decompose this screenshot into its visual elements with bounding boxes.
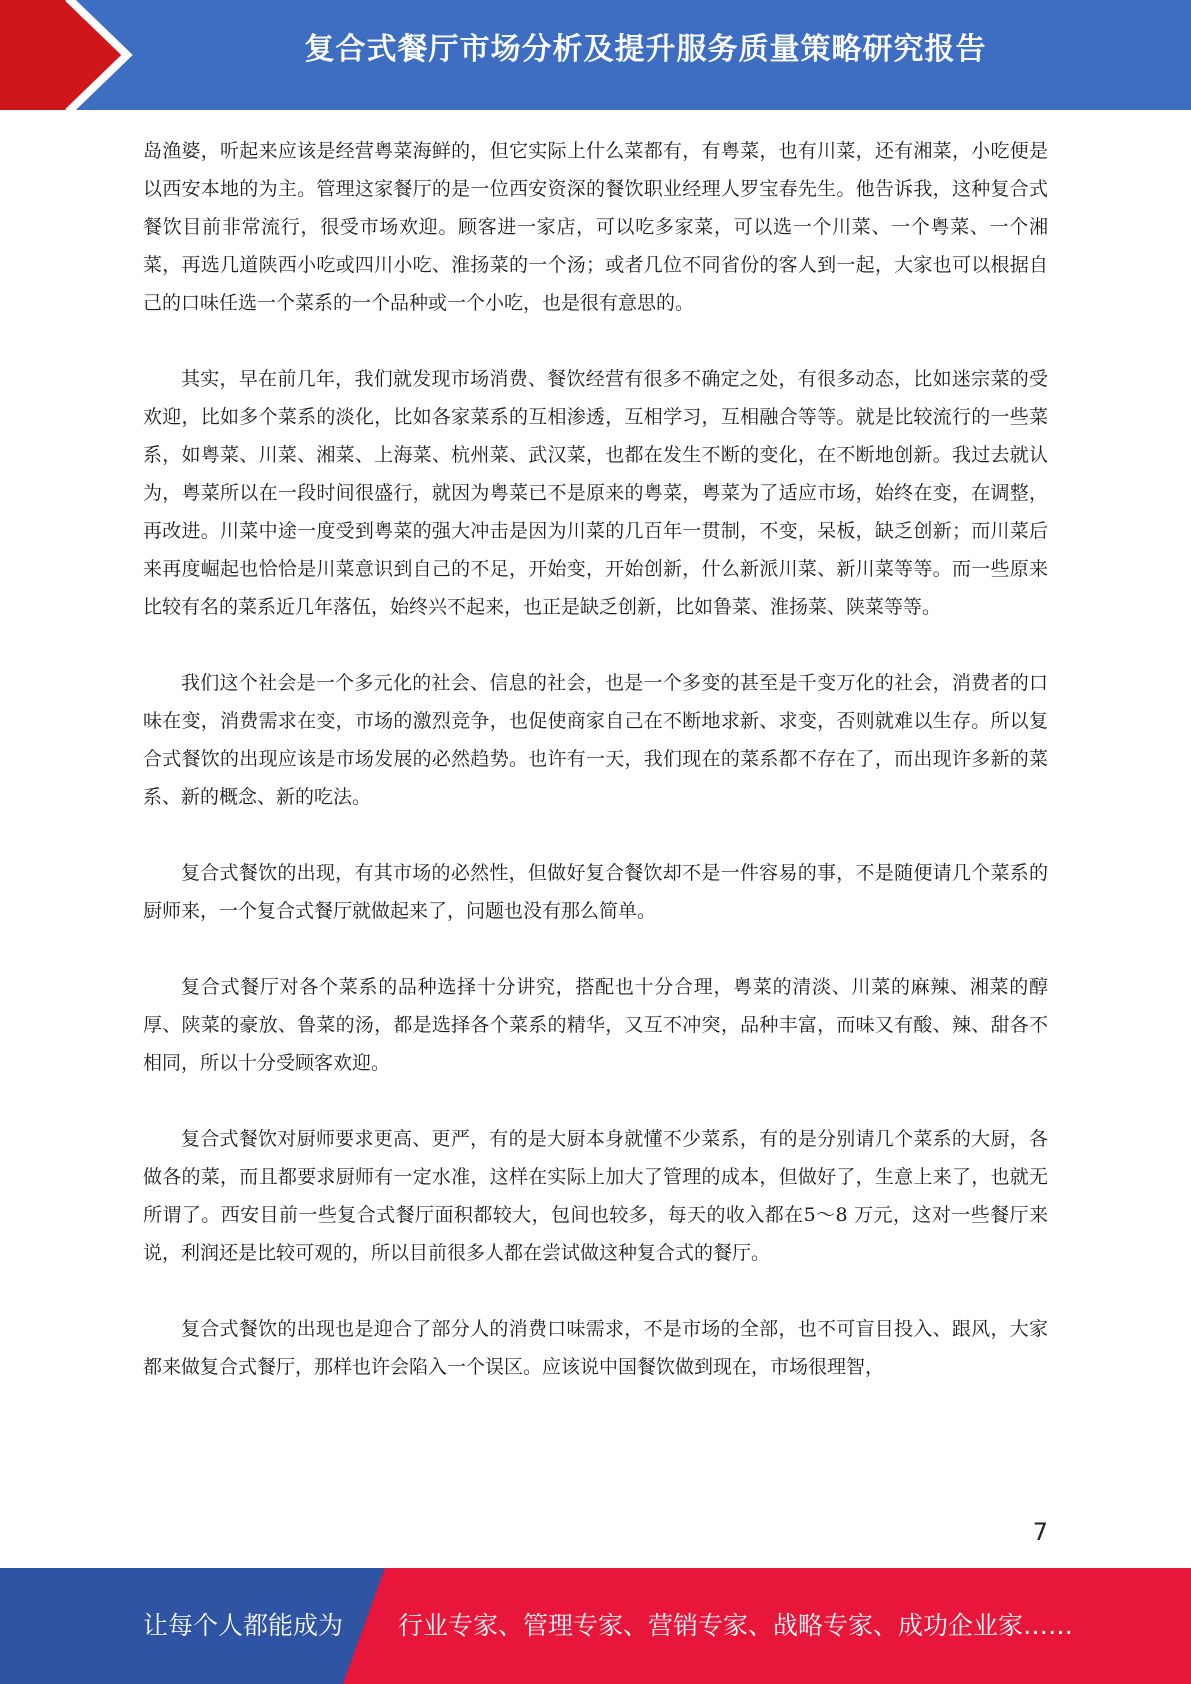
- paragraph: 复合式餐饮的出现也是迎合了部分人的消费口味需求，不是市场的全部，也不可盲目投入、跟风，大家都来做复合式餐厅，那样也许会陷入一个误区。应该说中国餐饮做到现在，市场很理智，: [143, 1318, 1048, 1378]
- page-header: [0, 0, 1191, 110]
- paragraph-continuation: 岛渔婆，听起来应该是经营粤菜海鲜的，但它实际上什么菜都有，有粤菜，也有川菜，还有湘菜，小吃便是以西安本地的为主。管理这家餐厅的是一位西安资深的餐饮职业经理人罗宝春先生。他告诉我，这种复合式餐饮目前非常流行，很受市场欢迎。顾客进一家店，可以吃多家菜，可以选一个川菜、一个粤菜、一个湘菜，再选几道陕西小吃或四川小吃、淮扬菜的一个汤；或者几位不同省份的客人到一起，大家也可以根据自己的口味任选一个菜系的一个品种或一个小吃，也是很有意思的。: [143, 140, 1048, 314]
- paragraph: 我们这个社会是一个多元化的社会、信息的社会，也是一个多变的甚至是千变万化的社会，消费者的口味在变，消费需求在变，市场的激烈竞争，也促使商家自己在不断地求新、求变，否则就难以生存。所以复合式餐饮的出现应该是市场发展的必然趋势。也许有一天，我们现在的菜系都不存在了，而出现许多新的菜系、新的概念、新的吃法。: [143, 672, 1048, 808]
- header-chevron-decoration: [0, 0, 200, 110]
- footer-slogan-left: 让每个人都能成为: [143, 1611, 344, 1640]
- document-title: 复合式餐厅市场分析及提升服务质量策略研究报告: [304, 32, 987, 67]
- paragraph: 复合式餐饮的出现，有其市场的必然性，但做好复合餐饮却不是一件容易的事，不是随便请几个菜系的厨师来，一个复合式餐厅就做起来了，问题也没有那么简单。: [143, 862, 1048, 922]
- page-number: 7: [1032, 1518, 1048, 1546]
- report-body: [143, 132, 1048, 1386]
- paragraph: 复合式餐厅对各个菜系的品种选择十分讲究，搭配也十分合理，粤菜的清淡、川菜的麻辣、湘菜的醇厚、陕菜的豪放、鲁菜的汤，都是选择各个菜系的精华，又互不冲突，品种丰富，而味又有酸、辣、甜各不相同，所以十分受顾客欢迎。: [143, 976, 1048, 1074]
- paragraph: 其实，早在前几年，我们就发现市场消费、餐饮经营有很多不确定之处，有很多动态，比如迷宗菜的受欢迎，比如多个菜系的淡化，比如各家菜系的互相渗透，互相学习，互相融合等等。就是比较流行的一些菜系，如粤菜、川菜、湘菜、上海菜、杭州菜、武汉菜，也都在发生不断的变化，在不断地创新。我过去就认为，粤菜所以在一段时间很盛行，就因为粤菜已不是原来的粤菜，粤菜为了适应市场，始终在变，在调整，再改进。川菜中途一度受到粤菜的强大冲击是因为川菜的几百年一贯制，不变，呆板，缺乏创新；而川菜后来再度崛起也恰恰是川菜意识到自己的不足，开始变，开始创新，什么新派川菜、新川菜等等。而一些原来比较有名的菜系近几年落伍，始终兴不起来，也正是缺乏创新，比如鲁菜、淮扬菜、陕菜等等。: [143, 368, 1048, 618]
- footer-slogan-right: 行业专家、管理专家、营销专家、战略专家、成功企业家……: [398, 1611, 1074, 1640]
- paragraph: 复合式餐饮对厨师要求更高、更严，有的是大厨本身就懂不少菜系，有的是分别请几个菜系的大厨，各做各的菜，而且都要求厨师有一定水准，这样在实际上加大了管理的成本，但做好了，生意上来了，也就无所谓了。西安目前一些复合式餐厅面积都较大，包间也较多，每天的收入都在5～8 万元，这对一些餐厅来说，利润还是比较可观的，所以目前很多人都在尝试做这种复合式的餐厅。: [143, 1128, 1048, 1264]
- page-footer: [0, 1568, 1191, 1684]
